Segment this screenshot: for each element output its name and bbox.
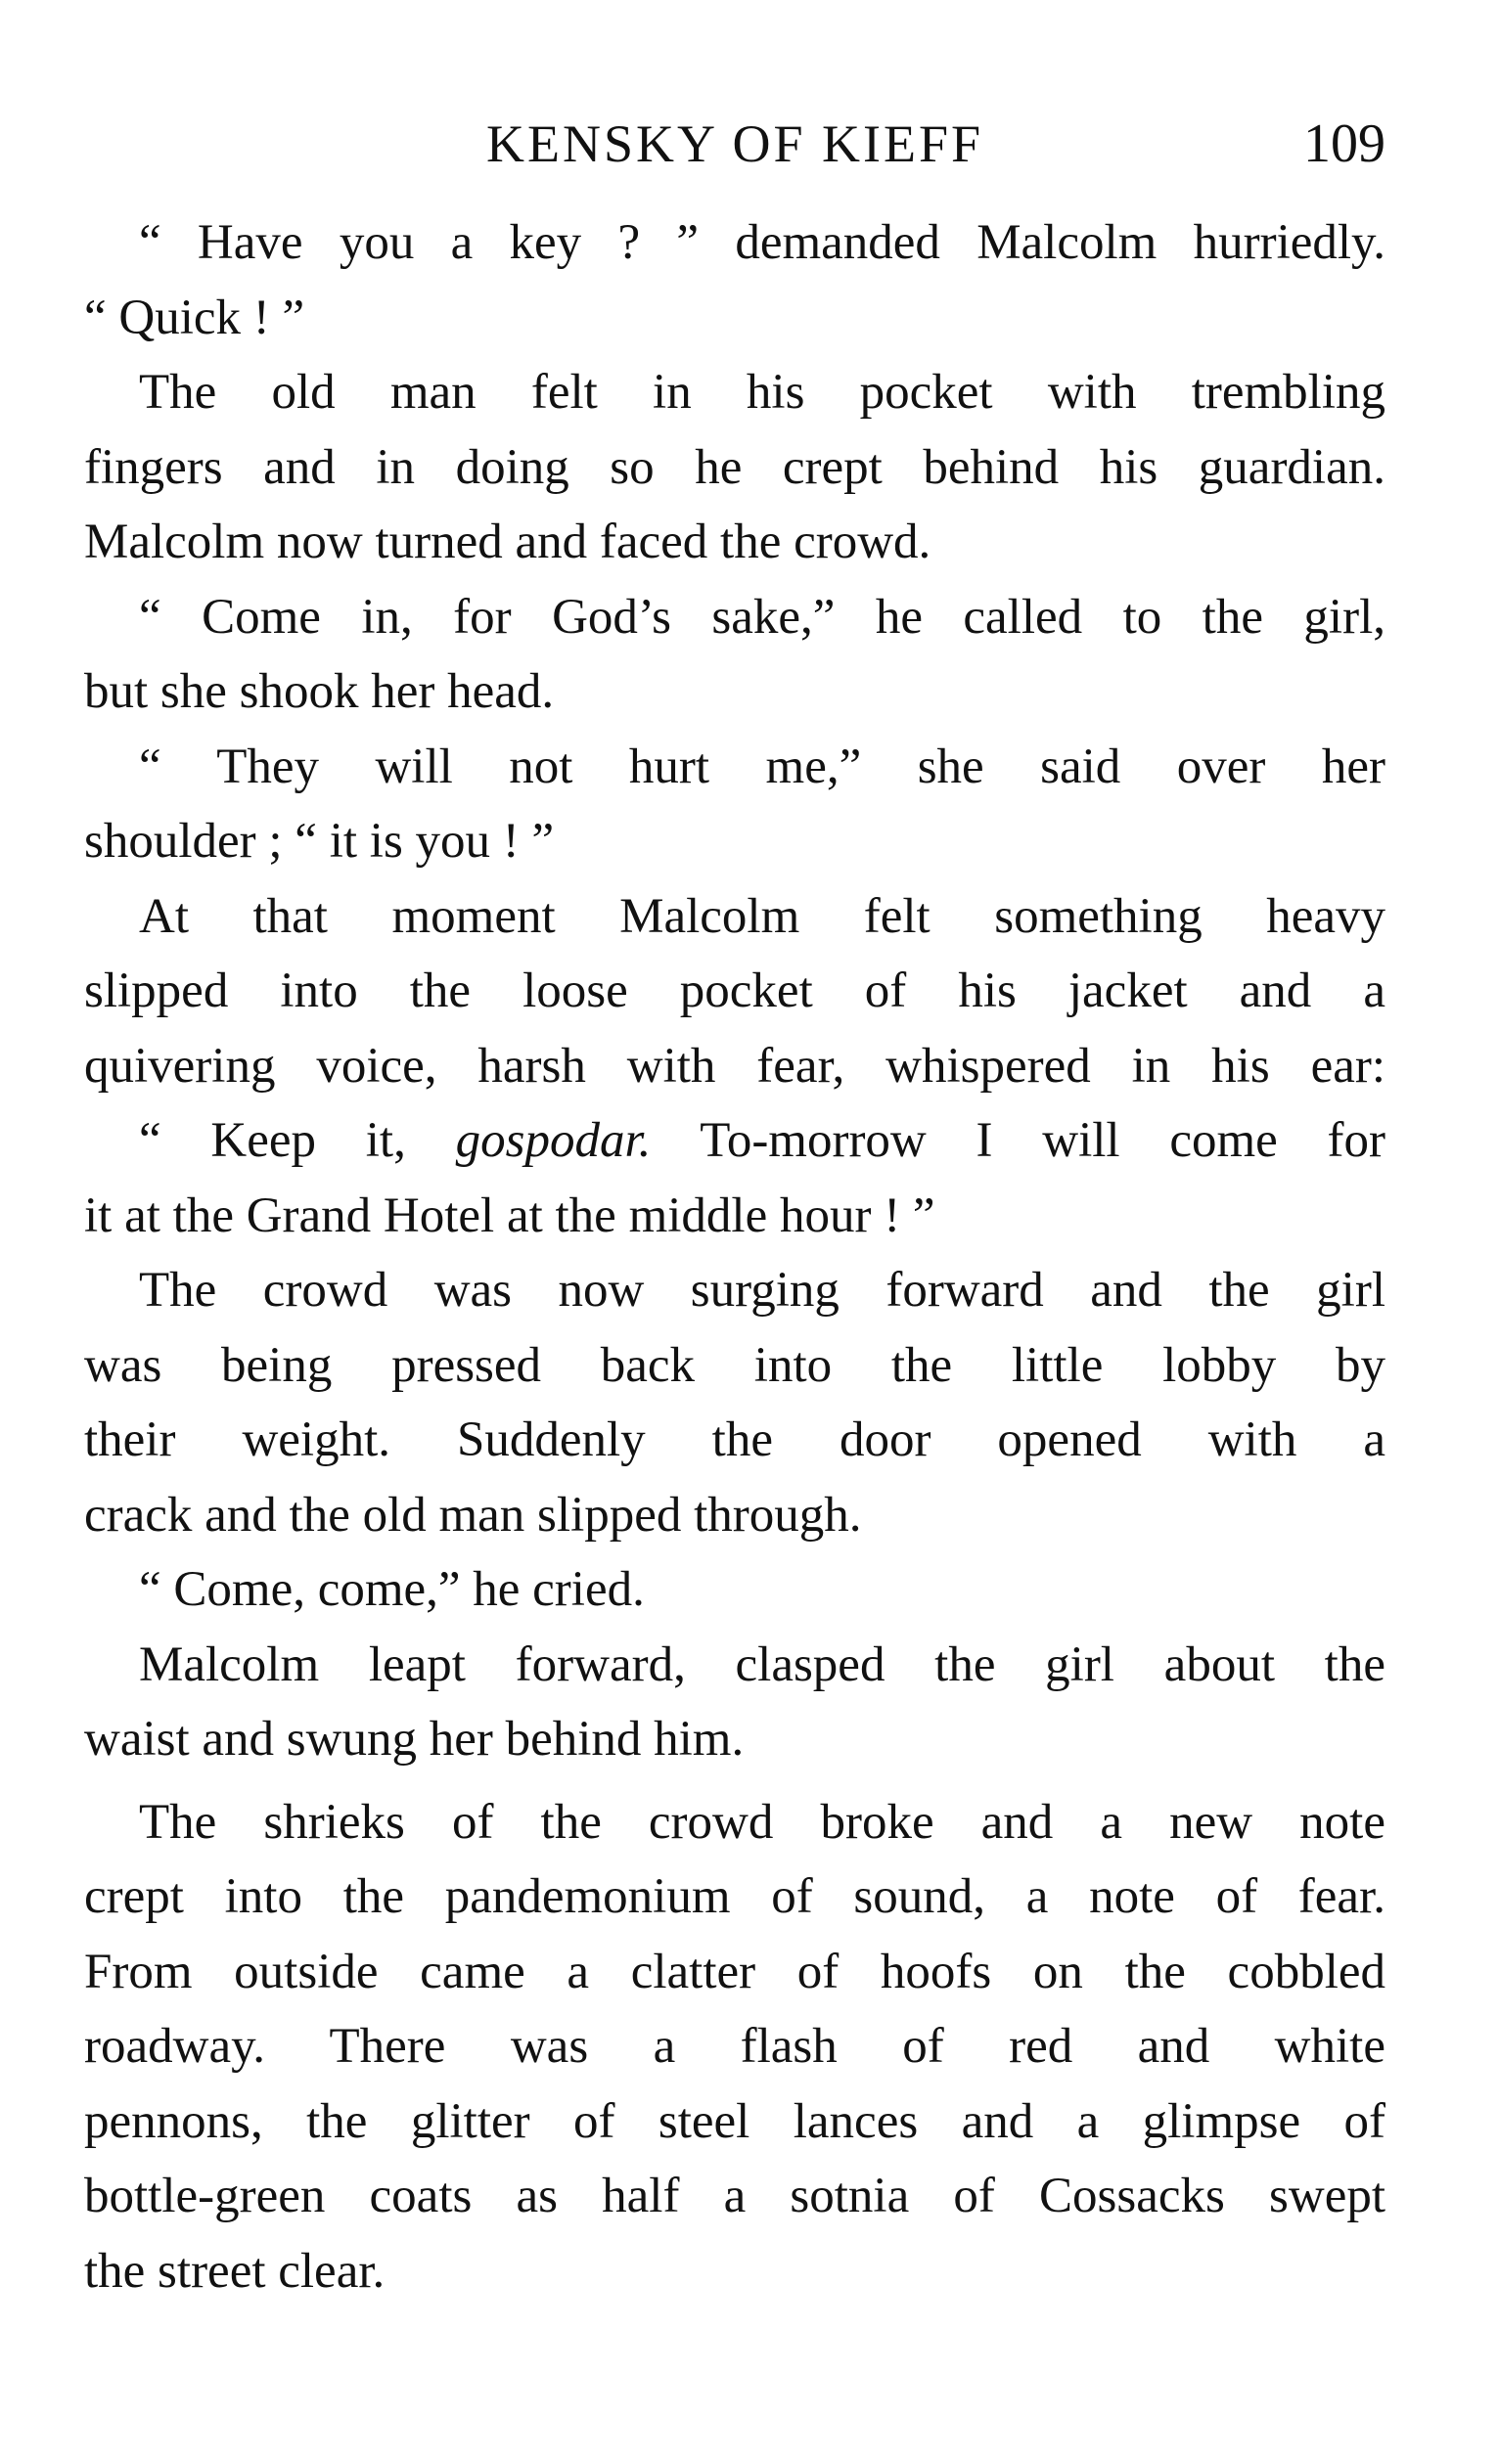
text-line: slipped into the loose pocket of his jacket and a bbox=[84, 963, 1385, 1018]
text-line bbox=[84, 1103, 1385, 1179]
text-line: From outside came a clatter of hoofs on the cobbled bbox=[84, 1944, 1385, 1999]
text-line: At that moment Malcolm felt something heavy bbox=[139, 888, 1385, 944]
text-line: “ They will not hurt me,” she said over her bbox=[139, 739, 1385, 794]
text-line: Malcolm leapt forward, clasped the girl about the bbox=[139, 1636, 1385, 1692]
text-line: but she shook her head. bbox=[84, 664, 555, 719]
text-line: was being pressed back into the little lobby by bbox=[84, 1337, 1385, 1393]
text-line: The shrieks of the crowd broke and a new note bbox=[139, 1794, 1385, 1850]
text-line: Malcolm now turned and faced the crowd. bbox=[84, 515, 931, 569]
text-line: shoulder ; “ it is you ! ” bbox=[84, 814, 555, 869]
italic-word: gospodar. bbox=[455, 1113, 652, 1168]
body-text bbox=[84, 205, 1385, 2308]
text-line: quivering voice, harsh with fear, whispered in his ear: bbox=[84, 1038, 1385, 1094]
text-line: waist and swung her behind him. bbox=[84, 1712, 745, 1767]
text-line: crept into the pandemonium of sound, a note of fear. bbox=[84, 1869, 1385, 1924]
text-line: their weight. Suddenly the door opened with a bbox=[84, 1412, 1385, 1467]
running-title: KENSKY OF KIEFF bbox=[485, 114, 984, 173]
text-line: “ Quick ! ” bbox=[84, 290, 305, 345]
text-line: it at the Grand Hotel at the middle hour ! ” bbox=[84, 1187, 935, 1243]
text-segment: “ Keep it, bbox=[139, 1113, 456, 1168]
text-line: bottle-green coats as half a sotnia of Cossacks swept bbox=[84, 2169, 1385, 2223]
text-line: roadway. There was a flash of red and white bbox=[84, 2019, 1385, 2074]
page-number: 109 bbox=[1303, 113, 1385, 174]
text-line: The old man felt in his pocket with trembling bbox=[139, 365, 1385, 420]
page-header bbox=[84, 110, 1385, 178]
text-line: “ Have you a key ? ” demanded Malcolm hurriedly. bbox=[139, 215, 1385, 270]
text-segment: To-morrow I will come for bbox=[651, 1113, 1386, 1168]
text-line: fingers and in doing so he crept behind his guardian. bbox=[84, 439, 1385, 495]
text-line: “ Come in, for God’s sake,” he called to the girl, bbox=[139, 589, 1385, 645]
text-line: the street clear. bbox=[84, 2243, 386, 2299]
text-line: The crowd was now surging forward and the girl bbox=[139, 1263, 1385, 1318]
text-line: “ Come, come,” he cried. bbox=[139, 1562, 645, 1617]
text-line: crack and the old man slipped through. bbox=[84, 1487, 862, 1543]
text-line: pennons, the glitter of steel lances and a glimpse of bbox=[84, 2093, 1385, 2149]
